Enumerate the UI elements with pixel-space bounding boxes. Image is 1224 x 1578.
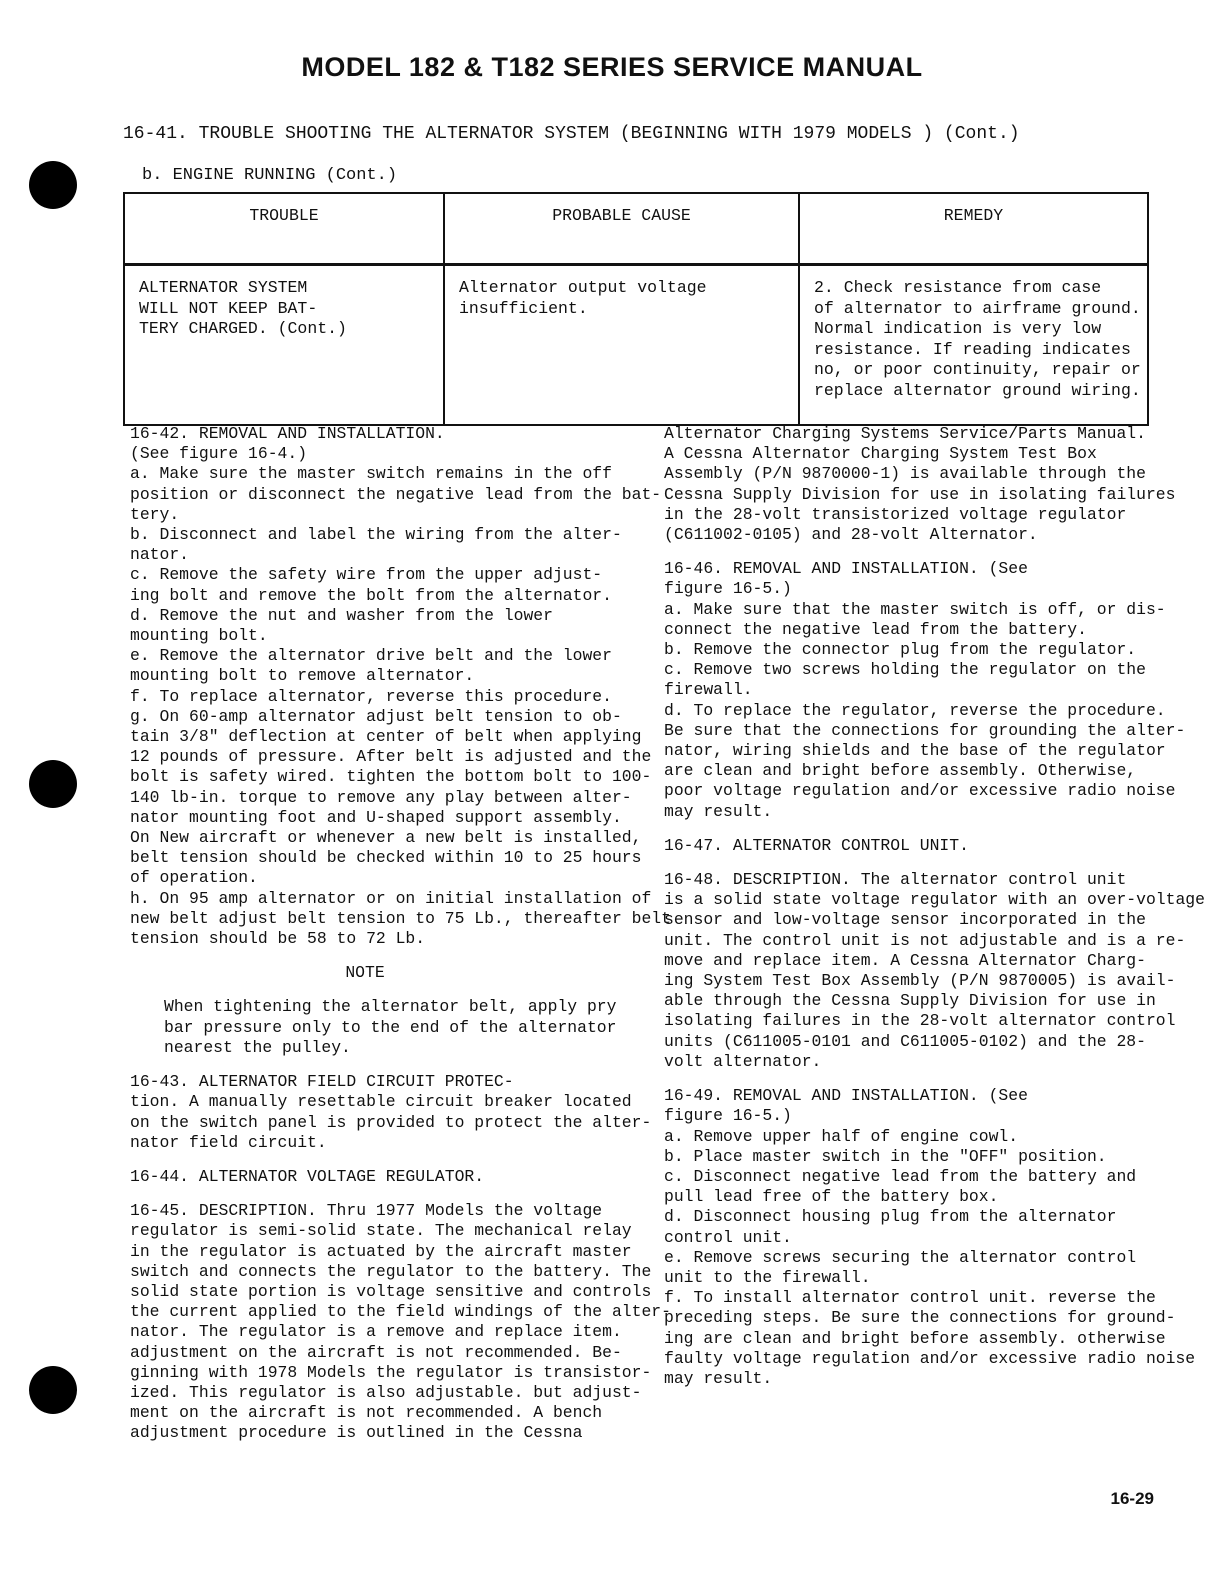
text-line: 16-44. ALTERNATOR VOLTAGE REGULATOR. [130,1166,485,1186]
text-line: faulty voltage regulation and/or excessive radio noise [664,1348,1196,1368]
text-line: position or disconnect the negative lead from the bat- [130,484,662,504]
text-line: may result. [664,1368,773,1388]
text-line: solid state portion is voltage sensitive and controls [130,1281,652,1301]
text-line: switch and connects the regulator to the battery. The [130,1261,652,1281]
text-line: A Cessna Alternator Charging System Test Box [664,444,1097,464]
text-line: 16-46. REMOVAL AND INSTALLATION. (See [664,559,1028,579]
text-line: a. Remove upper half of engine cowl. [664,1126,1019,1146]
text-line: Alternator output voltage [459,278,707,297]
text-line: tion. A manually resettable circuit breaker located [130,1092,632,1112]
text-line: Normal indication is very low [814,319,1102,338]
text-line: e. Remove screws securing the alternator control [664,1247,1137,1267]
text-line: volt alternator. [664,1051,822,1071]
text-line: h. On 95 amp alternator or on initial installation of [130,888,652,908]
text-line: nator. [130,545,190,565]
probable-cause-cell [444,265,799,426]
text-line: a. Make sure that the master switch is off, or dis- [664,599,1166,619]
text-line: c. Disconnect negative lead from the battery and [664,1166,1137,1186]
text-line: nator mounting foot and U-shaped support assembly. [130,807,622,827]
text-line: regulator is semi-solid state. The mechanical relay [130,1221,632,1241]
troubleshooting-table [123,192,1149,426]
text-line: in the regulator is actuated by the aircraft master [130,1241,632,1261]
table-row [124,265,1148,426]
text-line: nator field circuit. [130,1132,327,1152]
text-line: Assembly (P/N 9870000-1) is available through the [664,464,1146,484]
text-line: units (C611005-0101 and C611005-0102) and the 28- [664,1031,1146,1051]
text-line: mounting bolt. [130,626,268,646]
text-line: g. On 60-amp alternator adjust belt tension to ob- [130,706,622,726]
text-line: figure 16-5.) [664,1106,792,1126]
text-line: d. Disconnect housing plug from the alternator [664,1207,1117,1227]
section-16-48 [664,870,1205,1072]
text-line: 16-47. ALTERNATOR CONTROL UNIT. [664,835,969,855]
text-line: in the 28-volt transistorized voltage regulator [664,504,1127,524]
binder-hole [29,161,77,209]
text-line: On New aircraft or whenever a new belt is installed, [130,828,642,848]
text-line: control unit. [664,1227,792,1247]
text-line: ing bolt and remove the bolt from the alternator. [130,585,612,605]
section-heading: 16-41. TROUBLE SHOOTING THE ALTERNATOR SYSTEM (BEGINNING WITH 1979 MODELS ) (Cont.) [123,124,1020,144]
text-line: belt tension should be checked within 10 to 25 hours [130,848,642,868]
section-16-44 [130,1167,625,1187]
section-16-45 [130,1201,671,1443]
text-line: on the switch panel is provided to protect the alter- [130,1112,652,1132]
text-line: insufficient. [459,298,588,318]
column-header-probable-cause: PROBABLE CAUSE [444,193,799,265]
text-line: connect the negative lead from the battery. [664,619,1087,639]
text-line: are clean and bright before assembly. Otherwise, [664,761,1137,781]
text-line: 16-49. REMOVAL AND INSTALLATION. (See [664,1086,1028,1106]
page-number: 16-29 [1110,1489,1154,1508]
text-line: Cessna Supply Division for use in isolating failures [664,484,1176,504]
text-line: a. Make sure the master switch remains in the off [130,464,612,484]
text-line: ment on the aircraft is not recommended. A bench [130,1403,603,1423]
section-16-49 [664,1086,1196,1389]
note-title: NOTE [345,963,385,983]
text-line: figure 16-5.) [664,579,792,599]
text-line: Alternator Charging Systems Service/Parts Manual. [664,424,1146,443]
text-line: nator. The regulator is a remove and replace item. [130,1322,622,1342]
text-line: 12 pounds of pressure. After belt is adjusted and the [130,747,652,767]
text-line: b. Remove the connector plug from the regulator. [664,640,1137,660]
binder-hole [29,1366,77,1414]
text-line: unit. The control unit is not adjustable and is a re- [664,930,1186,950]
column-header-remedy: REMEDY [799,193,1148,265]
text-line: d. Remove the nut and washer from the lower [130,605,553,625]
text-line: ALTERNATOR SYSTEM [139,278,308,297]
text-line: of operation. [130,868,258,888]
remedy-cell [799,265,1148,426]
text-line: c. Remove two screws holding the regulator on the [664,660,1146,680]
text-line: ginning with 1978 Models the regulator is transistor- [130,1362,652,1382]
text-line: adjustment on the aircraft is not recommended. Be- [130,1342,622,1362]
text-line: move and replace item. A Cessna Alternator Charg- [664,950,1146,970]
text-line: c. Remove the safety wire from the upper adjust- [130,565,603,585]
text-line: replace alternator ground wiring. [814,380,1141,400]
text-line: able through the Cessna Supply Division for use in [664,991,1156,1011]
text-line: isolating failures in the 28-volt alternator control [664,1011,1176,1031]
text-line: the current applied to the field windings of the alter- [130,1302,671,1322]
text-line: firewall. [664,680,753,700]
text-line: new belt adjust belt tension to 75 Lb., thereafter belt [130,908,671,928]
binder-hole [29,760,77,808]
text-line: ized. This regulator is also adjustable. but adjust- [130,1382,642,1402]
text-line: mounting bolt to remove alternator. [130,666,475,686]
text-line: unit to the firewall. [664,1267,871,1287]
text-line: b. Disconnect and label the wiring from the alter- [130,525,622,545]
text-line: tain 3/8" deflection at center of belt when applying [130,727,642,747]
text-line: nator, wiring shields and the base of the regulator [664,741,1166,761]
section-16-45-continued [664,424,1176,545]
text-line: preceding steps. Be sure the connections for ground- [664,1308,1176,1328]
text-line: Be sure that the connections for grounding the alter- [664,720,1186,740]
text-line: 16-48. DESCRIPTION. The alternator control unit [664,870,1127,890]
text-line: tension should be 58 to 72 Lb. [130,929,426,949]
text-line: sensor and low-voltage sensor incorporated in the [664,910,1146,930]
text-line: 16-43. ALTERNATOR FIELD CIRCUIT PROTEC- [130,1072,514,1092]
text-line: of alternator to airframe ground. [814,298,1141,318]
text-line: is a solid state voltage regulator with an over-voltage [664,890,1205,910]
page-title: MODEL 182 & T182 SERIES SERVICE MANUAL [301,52,923,82]
text-line: tery. [130,504,180,524]
text-line: 140 lb-in. torque to remove any play between alter- [130,787,632,807]
text-line: ing are clean and bright before assembly. otherwise [664,1328,1166,1348]
right-column [664,424,1205,1389]
text-line: no, or poor continuity, repair or [814,360,1141,379]
text-line: d. To replace the regulator, reverse the procedure. [664,700,1166,720]
section-16-42 [130,424,671,949]
text-line: adjustment procedure is outlined in the Cessna [130,1423,583,1443]
text-line: When tightening the alternator belt, apply pry [164,997,617,1017]
text-line: e. Remove the alternator drive belt and the lower [130,646,612,666]
text-line: bolt is safety wired. tighten the bottom bolt to 100- [130,767,652,787]
text-line: ing System Test Box Assembly (P/N 9870005) is avail- [664,971,1176,991]
text-line: 16-42. REMOVAL AND INSTALLATION. [130,424,445,443]
text-line: poor voltage regulation and/or excessive radio noise [664,781,1176,801]
text-line: 16-45. DESCRIPTION. Thru 1977 Models the voltage [130,1201,603,1221]
left-column [130,424,671,1444]
column-header-trouble: TROUBLE [124,193,444,265]
section-16-43 [130,1072,652,1153]
section-16-47 [664,836,1164,856]
text-line: pull lead free of the battery box. [664,1187,999,1207]
text-line: may result. [664,801,773,821]
table-header-row [124,193,1148,265]
text-line: f. To replace alternator, reverse this procedure. [130,686,612,706]
section-subheading: b. ENGINE RUNNING (Cont.) [142,166,398,185]
text-line: (See figure 16-4.) [130,444,308,464]
text-line: bar pressure only to the end of the alternator [164,1017,617,1037]
text-line: (C611002-0105) and 28-volt Alternator. [664,525,1038,545]
text-line: resistance. If reading indicates [814,339,1131,359]
text-line: b. Place master switch in the "OFF" position. [664,1146,1107,1166]
section-16-46 [664,559,1186,822]
text-line: WILL NOT KEEP BAT- [139,298,318,318]
trouble-cell [124,265,444,426]
text-line: nearest the pulley. [164,1037,351,1057]
text-line: f. To install alternator control unit. reverse the [664,1288,1156,1308]
text-line: 2. Check resistance from case [814,278,1102,297]
text-line: TERY CHARGED. (Cont.) [139,319,347,338]
note-block [130,963,625,1058]
